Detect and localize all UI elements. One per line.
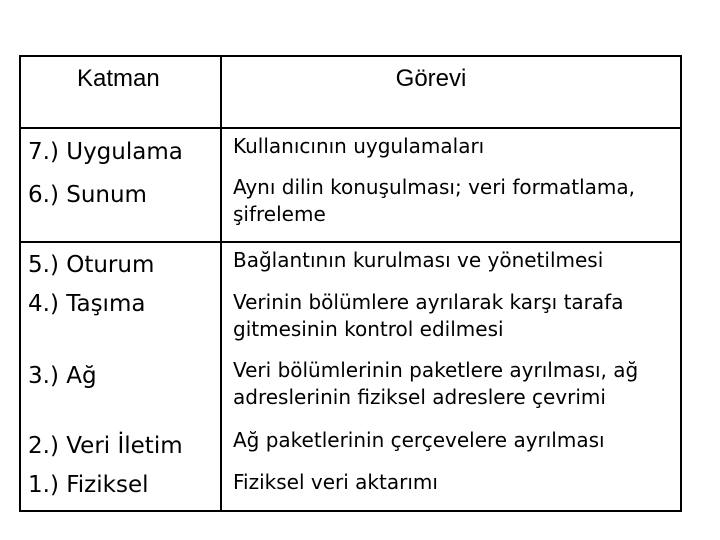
duty-text: Ağ paketlerinin çerçevelere ayrılması: [233, 428, 605, 452]
table-row: [20, 465, 681, 511]
duty-cell: [221, 242, 681, 285]
duty-cell: [221, 170, 681, 242]
layer-name: 6.) Sunum: [28, 182, 147, 208]
osi-layers-table: [19, 55, 682, 512]
header-layer-label: Katman: [77, 65, 160, 92]
table-header-row: [20, 56, 681, 128]
duty-text: Bağlantının kurulması ve yönetilmesi: [233, 248, 604, 272]
layer-cell: [20, 128, 221, 170]
layer-name: 5.) Oturum: [28, 252, 155, 278]
table-row: [20, 353, 681, 423]
header-duty-label: Görevi: [395, 65, 467, 92]
layer-cell: [20, 465, 221, 511]
layer-name: 4.) Taşıma: [28, 291, 146, 317]
layer-cell: [20, 353, 221, 423]
duty-text: Fiziksel veri aktarımı: [233, 470, 438, 494]
table-row: [20, 170, 681, 242]
duty-cell: [221, 423, 681, 465]
table-row: [20, 242, 681, 285]
layer-cell: [20, 242, 221, 285]
duty-text: Veri bölümlerinin paketlere ayrılması, ağ adreslerinin fiziksel adreslere çevrimi: [233, 358, 639, 409]
table-row: [20, 128, 681, 170]
table-row: [20, 423, 681, 465]
layer-cell: [20, 285, 221, 353]
duty-text: Verinin bölümlere ayrılarak karşı tarafa gitmesinin kontrol edilmesi: [233, 290, 624, 341]
duty-text: Kullanıcının uygulamaları: [233, 134, 485, 158]
layer-cell: [20, 423, 221, 465]
layer-cell: [20, 170, 221, 242]
layer-name: 1.) Fiziksel: [28, 472, 149, 498]
layer-name: 3.) Ağ: [28, 363, 97, 389]
duty-cell: [221, 465, 681, 511]
duty-cell: [221, 128, 681, 170]
header-duty: [221, 56, 681, 128]
duty-cell: [221, 353, 681, 423]
duty-text: Aynı dilin konuşulması; veri formatlama, şifreleme: [233, 175, 635, 226]
duty-cell: [221, 285, 681, 353]
header-layer: [20, 56, 221, 128]
layer-name: 2.) Veri İletim: [28, 433, 183, 459]
table-row: [20, 285, 681, 353]
layer-name: 7.) Uygulama: [28, 139, 183, 165]
